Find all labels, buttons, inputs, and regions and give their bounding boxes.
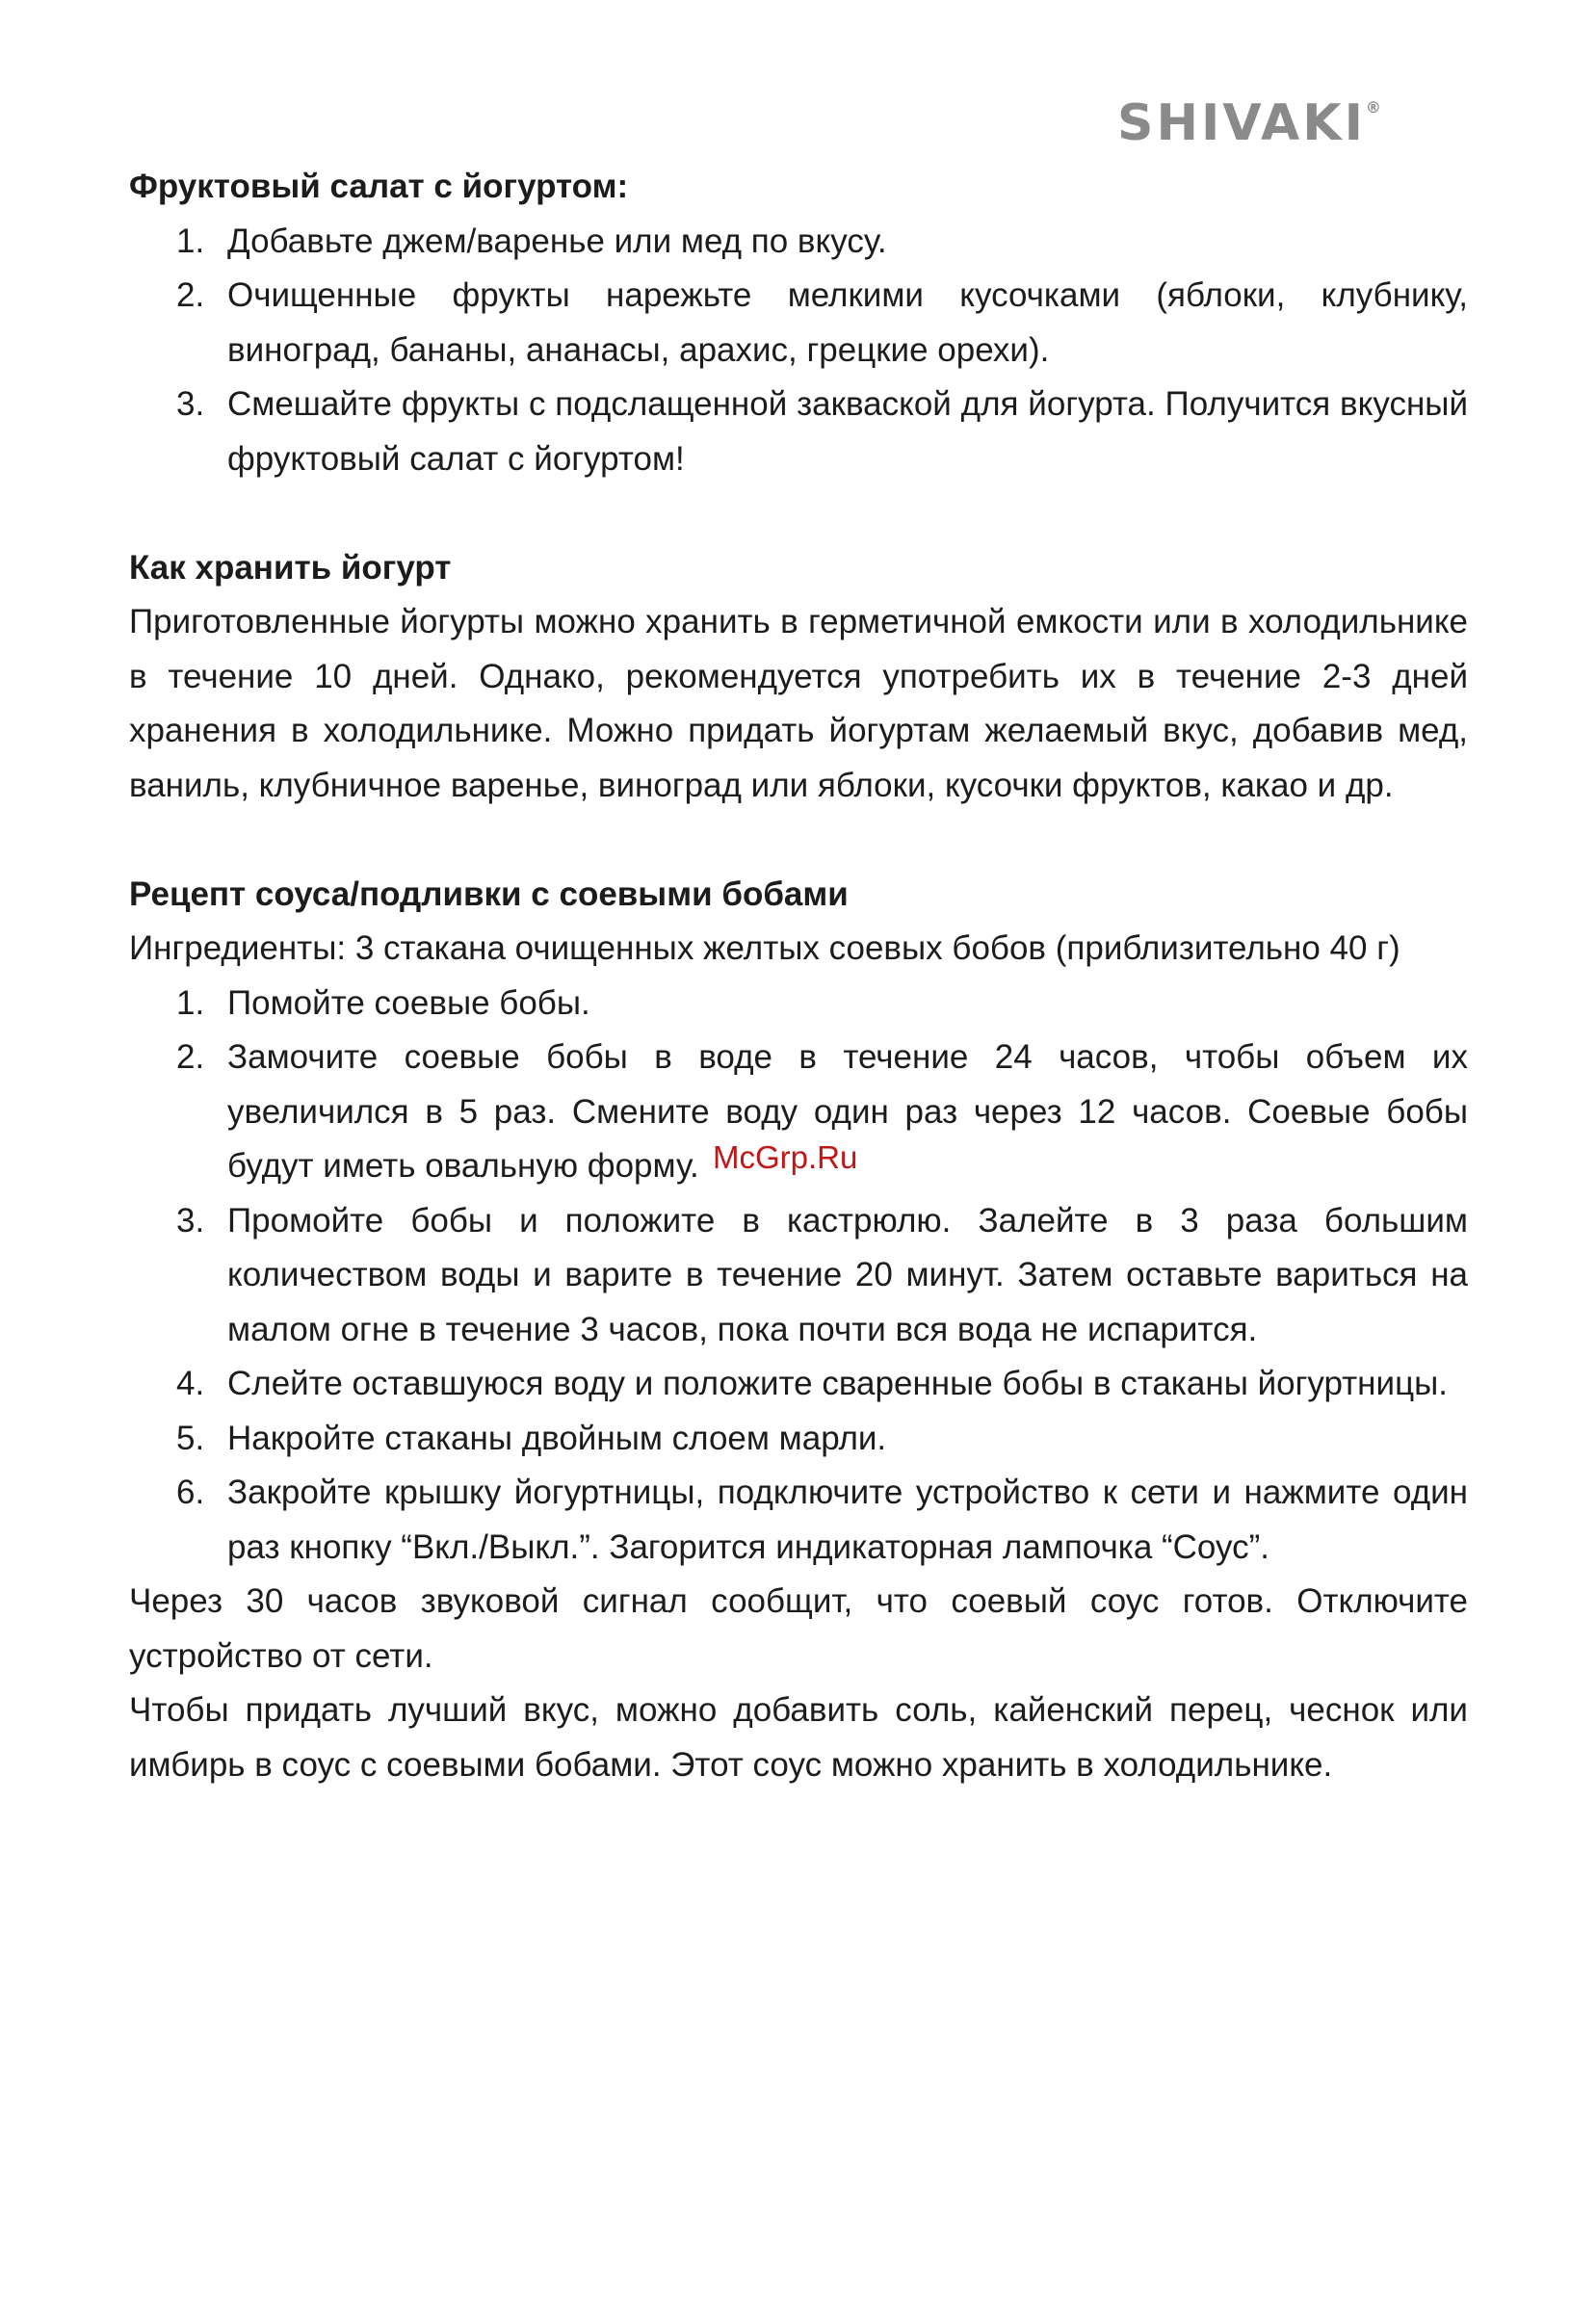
step-text: Помойте соевые бобы. [227,983,590,1022]
list-item [129,378,1468,486]
section-heading-fruit-salad: Фруктовый салат с йогуртом: [129,168,629,205]
list-item [129,977,1468,1031]
step-number: 3. [176,385,205,423]
list-item [129,215,1468,270]
ingredients-paragraph: Ингредиенты: 3 стакана очищенных желтых соевых бобов (приблизительно 40 г) [129,929,1400,967]
step-number: 1. [176,222,205,260]
step-number: 5. [176,1419,205,1457]
completion-paragraph: Через 30 часов звуковой сигнал сообщит, что соевый соус готов. Отключите устройство от сети. [129,1582,1468,1675]
step-number: 2. [176,276,205,314]
spacer [129,486,1468,541]
list-item [129,269,1468,378]
step-text: Накройте стаканы двойным слоем марли. [227,1419,887,1457]
step-text: Очищенные фрукты нарежьте мелкими кусочками (яблоки, клубнику, виноград, бананы, ананасы, арахис, грецкие орехи). [227,276,1468,369]
section-heading-storage: Как хранить йогурт [129,548,452,587]
step-number: 2. [176,1038,205,1076]
page-content [129,160,1468,1792]
spacer [129,813,1468,868]
step-text: Смешайте фрукты с подслащенной закваской для йогурта. Получится вкусный фруктовый салат с йогуртом! [227,385,1468,478]
list-item [129,1412,1468,1467]
step-text: Закройте крышку йогуртницы, подключите устройство к сети и нажмите один раз кнопку “Вкл./Выкл.”. Загорится индикаторная лампочка “Соус”. [227,1474,1468,1566]
step-number: 6. [176,1474,205,1511]
step-number: 4. [176,1365,205,1402]
step-text: Промойте бобы и положите в кастрюлю. Залейте в 3 раза большим количеством воды и варите в течение 20 минут. Затем оставьте вариться на малом огне в течение 3 часов, пока почти вся вода не испарится. [227,1201,1468,1348]
step-text: Слейте оставшуюся воду и положите сваренные бобы в стаканы йогуртницы. [227,1365,1448,1402]
step-text: Замочите соевые бобы в воде в течение 24 часов, чтобы объем их увеличился в 5 раз. Смените воду один раз через 12 часов. Соевые бобы будут иметь овальную форму. [227,1038,1468,1185]
list-item [129,1194,1468,1358]
step-text: Добавьте джем/варенье или мед по вкусу. [227,222,887,260]
soy-sauce-steps [129,977,1468,1576]
registered-mark: ® [1365,98,1381,117]
section-heading-soy-sauce: Рецепт соуса/подливки с соевыми бобами [129,874,849,913]
step-number: 3. [176,1201,205,1240]
storage-paragraph: Приготовленные йогурты можно хранить в герметичной емкости или в холодильнике в течение 10 дней. Однако, рекомендуется употребить их в течение 2-3 дней хранения в холодильнике. Можно придать йогуртам желаемый вкус, добавив мед, ваниль, клубничное варенье, виноград или яблоки, кусочки фруктов, какао и др. [129,603,1468,804]
serving-tips-paragraph: Чтобы придать лучший вкус, можно добавить соль, кайенский перец, чеснок или имбирь в соус с соевыми бобами. Этот соус можно хранить в холодильнике. [129,1691,1468,1784]
brand-name: SHIVAKI [1117,94,1366,152]
step-number: 1. [176,983,205,1022]
list-item [129,1466,1468,1575]
brand-logo [1117,94,1381,152]
fruit-salad-steps [129,215,1468,487]
list-item [129,1357,1468,1412]
watermark-text: McGrp.Ru [713,1139,858,1175]
